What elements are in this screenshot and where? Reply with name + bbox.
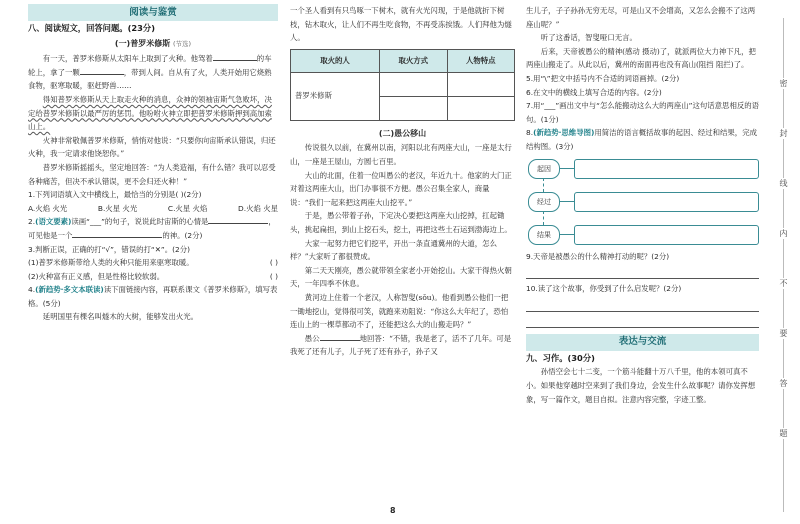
answer-line[interactable] — [526, 296, 759, 312]
answer-blank-6[interactable] — [320, 332, 360, 341]
section-8-heading: 八、阅读短文，回答问题。(23分) — [28, 23, 155, 33]
connector-line — [543, 211, 545, 225]
question-6: 6.在文中的横线上填写合适的内容。(2分) — [526, 87, 662, 97]
question-2-tag: (语文要素) — [35, 217, 72, 227]
table-header-row — [291, 49, 515, 72]
answer-box-result[interactable] — [574, 225, 759, 245]
column-middle — [290, 4, 515, 359]
passage-1-para-1 — [28, 52, 278, 93]
table-cell-prometheus: 普罗米修斯 — [291, 72, 380, 120]
question-4-text: 读下面链接内容，再联系课文《普罗米修斯》，填写表格。(5分) — [28, 285, 278, 308]
blank-1b[interactable] — [80, 66, 124, 75]
table-answer-cell[interactable] — [380, 72, 447, 96]
node-result: 结果 — [528, 225, 560, 245]
connector-line — [559, 168, 574, 169]
judge-paren-1[interactable]: ( ) — [269, 258, 278, 268]
question-3-item-2 — [28, 270, 278, 284]
seal-char: 线 — [777, 178, 790, 189]
node-process: 经过 — [528, 192, 560, 212]
question-8: 8.(新趋势·思维导图)用简洁的语言概括故事的起因、经过和结果，完成结构图。(3分) — [526, 128, 757, 151]
answer-box-cause[interactable] — [574, 159, 759, 179]
question-3: 3.判断正误，正确的打“√”，错误的打“✕”。(2分) — [28, 244, 190, 254]
essay-prompt: 孙悟空会七十二变，一个筋斗能翻十万八千里，他的本领可真不小。如果他穿越时空来到了我们身边，会发生什么故事呢？请你发挥想象，写一篇作文，题目自拟。注意内容完整，字迹工整。 — [526, 367, 756, 404]
passage-2-para-4: 大家一起努力把它们挖平，开出一条直通冀州的大道，怎么样？”大家听了都很赞成。 — [290, 238, 497, 262]
question-8-tag: (新趋势·思维导图) — [533, 128, 595, 138]
question-2: 2.(语文要素)读画“___”的句子，说说此时宙斯的心情是 ，可见他是一个 的神。(2分) — [28, 217, 276, 240]
judge-paren-2[interactable]: ( ) — [269, 271, 278, 281]
option-a[interactable]: A.火焰 火光 — [28, 203, 68, 213]
seal-char: 答 — [777, 378, 790, 389]
passage-2-para-1: 传说很久以前，在冀州以南，河阳以北有两座大山，一座是太行山，一座是王屋山，方圆七百里。 — [290, 143, 512, 166]
passage-2-title: (二)愚公移山 — [378, 128, 427, 138]
seal-line — [770, 0, 796, 524]
answer-line[interactable] — [526, 312, 759, 328]
question-2-text-b: ，可见他是一个 — [28, 217, 276, 240]
question-1-options — [28, 202, 278, 216]
node-cause: 起因 — [528, 159, 560, 179]
seal-char: 题 — [777, 428, 790, 439]
passage-1-title-text: (一)普罗米修斯 — [114, 38, 171, 48]
passage-2-para-9: 后来，天帝被愚公的精神(感动 摄动)了，就派两位大力神下凡，把两座山搬走了。从此以后，冀州的南面再也没有高山(阻挡 阻拦)了。 — [526, 46, 756, 70]
passage-2-para-3: 于是，愚公带着子孙，下定决心要把这两座大山挖掉，扛起锄头，挑起扁担，到山上挖石头，挖土，再把这些土石运到渤海边上。 — [290, 211, 512, 234]
para-1-text-c: ，带到人间。自从有了火，人类开始用它烧熟食物，驱寒取暖，驱赶野兽…… — [28, 67, 272, 91]
seal-char: 不 — [777, 278, 790, 289]
blank-1a[interactable] — [213, 52, 257, 61]
table-answer-cell[interactable] — [447, 96, 515, 120]
seal-char: 封 — [777, 128, 790, 139]
question-3-item-1-text: (1)普罗米修斯带给人类的火种只能用来驱寒取暖。 — [28, 258, 194, 268]
story-structure-diagram — [526, 158, 759, 244]
table-answer-cell[interactable] — [447, 72, 515, 96]
section-banner-reading: 阅读与鉴赏 — [28, 4, 278, 21]
passage-2-continued: 生儿子，子子孙孙无穷无尽，可是山又不会增高，又怎么会搬不了这两座山呢？” — [526, 6, 756, 29]
passage-1-para-2 — [28, 93, 278, 134]
connector-line — [543, 178, 545, 192]
link-text: 延明国里有棵名叫燧木的大树，能够发出火光。 — [42, 312, 199, 322]
wavy-sentence: 得知普罗米修斯从天上取走火种的消息，众神的领袖宙斯气急败坏，决定给普罗米修斯以最严厉的惩罚。他吩咐火神立即把普罗米修斯押到高加索山上。 — [28, 94, 272, 132]
question-7: 7.用“___”画出文中与“怎么能搬动这么大的两座山”这句话意思相反的语句。(1分) — [526, 101, 760, 124]
question-3-item-1 — [28, 256, 278, 270]
passage-2-para-6: 黄河边上住着一个老汉，人称智叟(sǒu)。他看到愚公他们一把一锄地挖山，觉得很可笑，就跑来劝阻说：“你这么大年纪了，恐怕连山上的一棵草都动不了，还能把这么大的山搬走吗？” — [290, 292, 509, 330]
passage-1-para-4: 普罗米修斯摇摇头，坚定地回答：“为人类造福，有什么错？我可以忍受各种痛苦，但决不承认错误，更不会归还火种！” — [28, 162, 276, 186]
fire-comparison-table — [290, 49, 515, 121]
section-9-heading: 九、习作。(30分) — [526, 352, 595, 363]
column-left — [28, 4, 278, 324]
option-d[interactable]: D.火焰 火星 — [238, 203, 278, 213]
answer-blank-2a[interactable] — [208, 215, 268, 224]
option-b[interactable]: B.火星 火光 — [97, 203, 138, 213]
column-right — [526, 4, 759, 406]
passage-2-para-7 — [290, 332, 515, 359]
section-banner-writing: 表达与交流 — [526, 334, 759, 351]
question-9: 9.天帝是被愚公的什么精神打动的呢？(2分) — [526, 251, 670, 261]
passage-2-para-2: 大山的北面，住着一位叫愚公的老汉，年近九十。他家的大门正对着这两座大山，出门办事很不方便。愚公召集全家人，商量说：“我们一起来把这两座大山挖平。” — [290, 170, 512, 207]
question-2-text-c: 的神。(2分) — [162, 230, 203, 240]
para-1-text-b: 的车轮上，拿了一颗 — [28, 54, 272, 77]
table-header-method: 取火方式 — [380, 49, 447, 72]
seal-char: 要 — [777, 328, 790, 339]
para-1-text-a: 有一天，普罗米修斯从太阳车上取到了火种。他驾着 — [42, 54, 213, 64]
table-row — [291, 72, 515, 96]
seal-char: 密 — [777, 78, 790, 89]
passage-2-para-8: 听了这番话，智叟哑口无言。 — [540, 33, 637, 43]
link-text-continued: 一个圣人看到有只鸟啄一下树木，就有火光闪现，于是他就折下树枝，钻木取火，让人们不再生吃食物，不再受冻挨饿。人们拜他为燧人。 — [290, 6, 512, 43]
table-header-trait: 人物特点 — [447, 49, 515, 72]
question-1: 1.下列词语填入文中横线上，最恰当的分别是( )(2分) — [28, 190, 202, 200]
passage-2-para-5: 第二天天刚亮，愚公就带领全家老小开始挖山。大家干得热火朝天，一年四季不休息。 — [290, 265, 512, 289]
question-8-text: 用简洁的语言概括故事的起因、经过和结果，完成结构图。(3分) — [526, 128, 757, 151]
question-4-tag: (新趋势·多文本联读) — [35, 285, 104, 295]
question-4: 4.(新趋势·多文本联读)读下面链接内容，再联系课文《普罗米修斯》，填写表格。(5分) — [28, 285, 278, 308]
answer-box-process[interactable] — [574, 192, 759, 212]
passage-1-title — [28, 37, 278, 52]
page-number: 8 — [390, 506, 396, 515]
seal-char: 内 — [777, 228, 790, 239]
table-header-person: 取火的人 — [291, 49, 380, 72]
answer-blank-2b[interactable] — [72, 229, 162, 238]
question-10: 10.读了这个故事，你受到了什么启发呢？(2分) — [526, 284, 682, 294]
passage-1-note: (节选) — [173, 39, 192, 48]
para-7-text-b: 地回答：“不错，我是老了，活不了几年。可是我死了还有儿子，儿子死了还有孙子，孙子又 — [290, 333, 512, 357]
question-3-item-2-text: (2)火种富有正义感，但是性格比较软弱。 — [28, 271, 165, 281]
connector-line — [559, 201, 574, 202]
question-2-text-a: 读画“___”的句子，说说此时宙斯的心情是 — [71, 217, 209, 227]
table-answer-cell[interactable] — [380, 96, 447, 120]
connector-line — [559, 234, 574, 235]
question-5: 5.用“\”把文中括号内不合适的词语画掉。(2分) — [526, 73, 680, 83]
option-c[interactable]: C.火星 火焰 — [167, 203, 208, 213]
answer-line[interactable] — [526, 263, 759, 279]
passage-1-para-3: 火神非常敬佩普罗米修斯，悄悄对他说：“只要你向宙斯承认错误，归还火种，我一定请求他饶恕你。” — [28, 135, 276, 159]
para-7-text-a: 愚公 — [304, 333, 320, 343]
